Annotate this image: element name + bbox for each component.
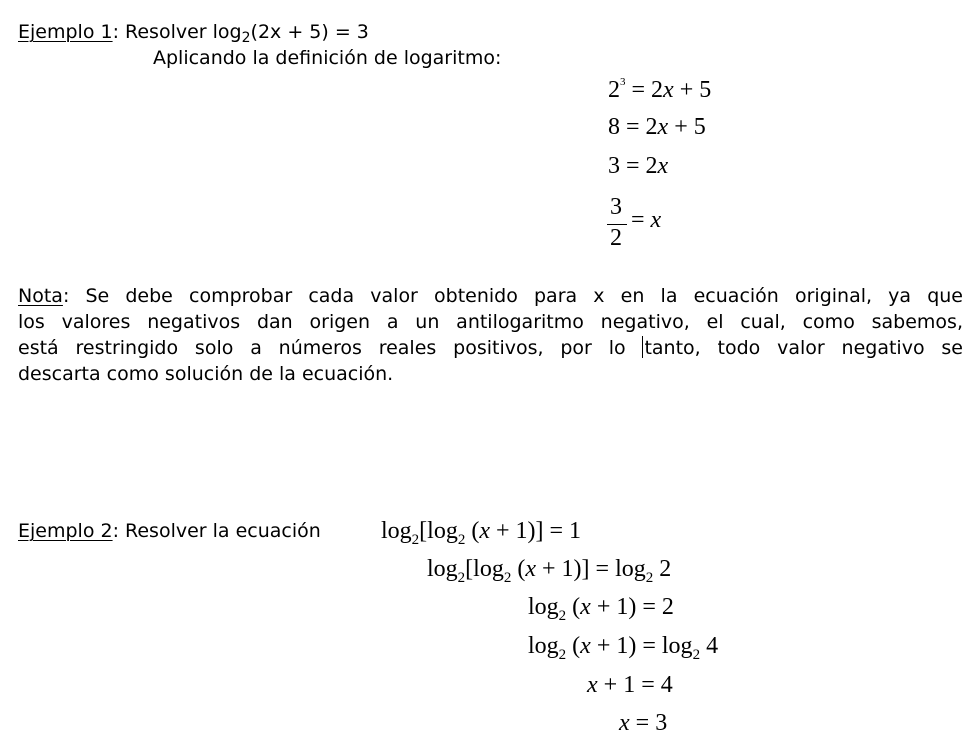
example1-colon: : [112, 21, 119, 43]
log-5: log [615, 556, 646, 582]
bracket-2: [ [465, 556, 474, 582]
eq4-end: 4 [700, 633, 719, 659]
note-line-4: descarta como solución de la ecuación. [18, 363, 394, 385]
step1-base: 2 [608, 77, 620, 103]
eq4-mid: + 1) = [590, 633, 662, 659]
example2-label: Ejemplo 2 [18, 520, 113, 542]
paren-1: ( [465, 518, 480, 544]
log-1: log [381, 518, 412, 544]
note-line-3a: está restringido solo a números reales positivos, por lo [18, 337, 643, 359]
step1-mid: = 2 [625, 77, 664, 103]
log-2: log [427, 518, 458, 544]
sub-6: 2 [558, 608, 567, 624]
log-8: log [661, 633, 693, 659]
log-3: log [427, 556, 458, 582]
example1-step-4-fraction [607, 194, 629, 258]
sub-2: 2 [457, 532, 466, 548]
example1-label: Ejemplo 1 [18, 21, 113, 43]
sub-5: 2 [645, 570, 654, 586]
step2-end: + 5 [668, 114, 706, 140]
var-x-1: x [479, 518, 490, 544]
example2-step-2 [427, 556, 672, 586]
eq6-end: = 3 [629, 710, 668, 736]
step3-left: 3 = 2 [608, 153, 658, 179]
log-7: log [528, 633, 559, 659]
note-line-3 [18, 335, 963, 361]
fraction-numerator: 3 [610, 194, 622, 220]
step4-var: x [650, 207, 662, 233]
example1-step-3 [608, 153, 668, 180]
step1-exponent: 3 [620, 76, 626, 88]
sub-1: 2 [411, 532, 420, 548]
eq1-end: + 1)] = 1 [490, 518, 582, 544]
note-line-1 [18, 283, 963, 309]
paren-2: ( [511, 556, 526, 582]
note-line-3b: tanto, todo valor negativo se [644, 337, 963, 359]
sub-4: 2 [503, 570, 512, 586]
note-line-2: los valores negativos dan origen a un antilogaritmo negativo, el cual, como sabemos, [18, 311, 963, 333]
example1-step-1 [608, 77, 711, 104]
example1-base: 2 [241, 30, 251, 46]
example2-step-4 [528, 633, 719, 663]
eq2-mid: + 1)] = [536, 556, 616, 582]
step1-var: x [663, 77, 674, 103]
example2-step-1 [381, 518, 582, 548]
bracket-1: [ [419, 518, 428, 544]
example2-step-3 [528, 594, 674, 624]
eq5-end: + 1 = 4 [597, 672, 673, 698]
example1-text-prefix: Resolver log [118, 21, 242, 43]
note-line-1-text: : Se debe comprobar cada valor obtenido para x en la ecuación original, ya que [62, 285, 963, 307]
sub-3: 2 [457, 570, 466, 586]
example1-heading [18, 21, 369, 46]
example1-text-suffix: (2x + 5) = 3 [250, 21, 369, 43]
var-x-5: x [587, 672, 598, 698]
log-6: log [528, 594, 559, 620]
note-paragraph [18, 283, 963, 387]
var-x-3: x [580, 594, 591, 620]
var-x-4: x [580, 633, 591, 659]
example1-step-2 [608, 114, 706, 141]
paren-3: ( [566, 594, 581, 620]
fraction-denominator: 2 [610, 225, 622, 251]
example1-step-4-rhs [631, 207, 661, 234]
eq2-end: 2 [653, 556, 672, 582]
log-4: log [473, 556, 504, 582]
eq3-end: + 1) = 2 [590, 594, 674, 620]
sub-7: 2 [558, 647, 567, 663]
example2-text: : Resolver la ecuación [112, 520, 321, 542]
example2-step-6 [619, 710, 667, 737]
sub-8: 2 [692, 647, 701, 663]
example1-subtitle: Aplicando la definición de logaritmo: [153, 47, 502, 69]
step3-var: x [657, 153, 669, 179]
example2-step-5 [587, 672, 673, 699]
step2-left: 8 = 2 [608, 114, 658, 140]
example2-heading [18, 520, 321, 542]
step2-var: x [657, 114, 669, 140]
step4-eq: = [631, 207, 651, 233]
step1-end: + 5 [673, 77, 712, 103]
var-x-2: x [525, 556, 536, 582]
paren-4: ( [566, 633, 581, 659]
var-x-6: x [619, 710, 630, 736]
note-label: Nota [18, 285, 63, 307]
